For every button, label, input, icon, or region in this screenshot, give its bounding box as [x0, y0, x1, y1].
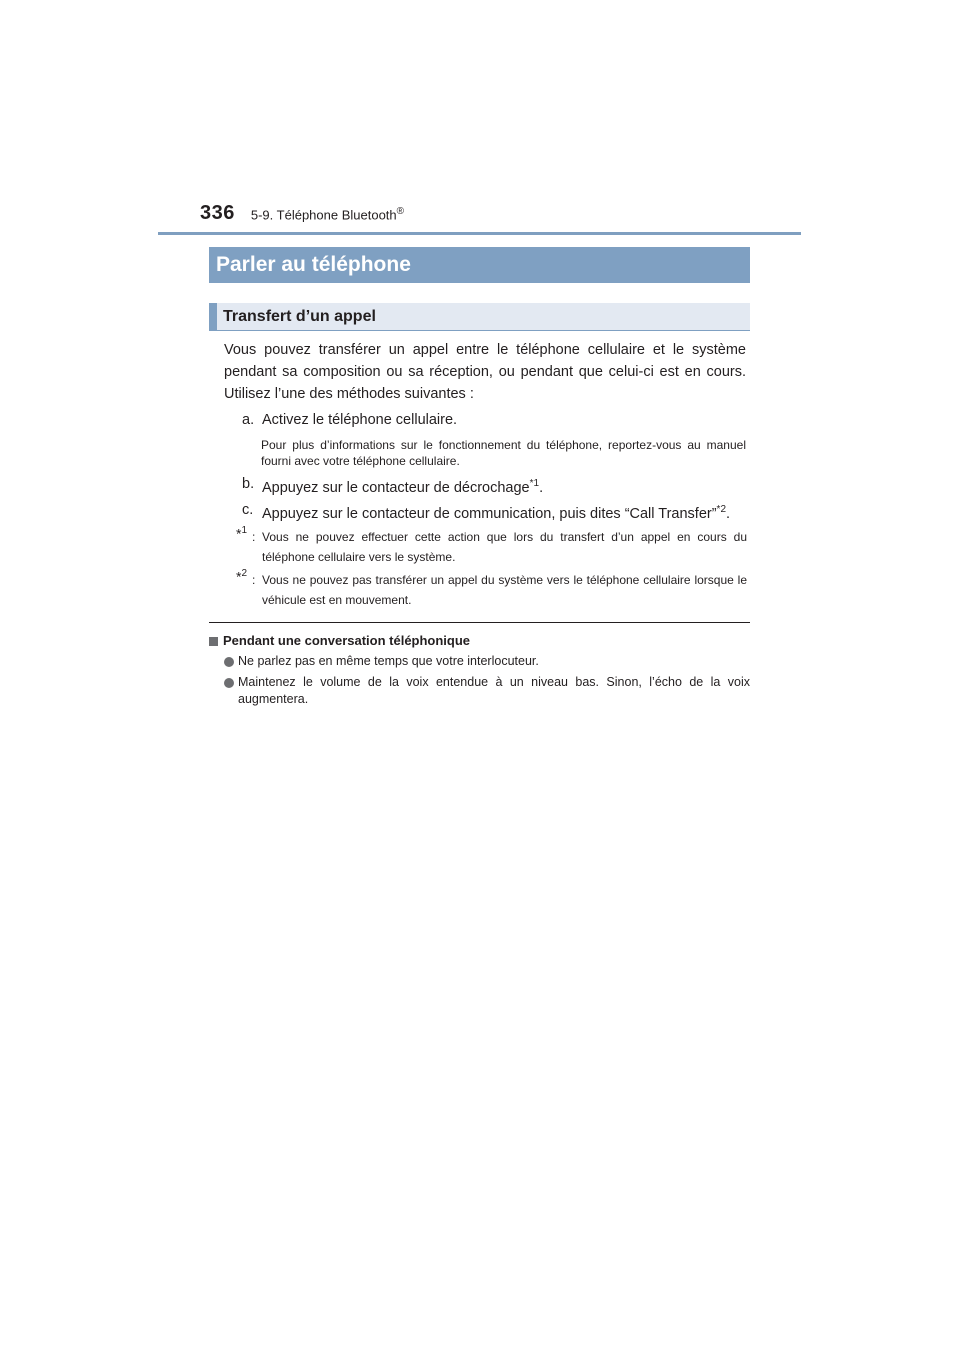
section-path-label: 5-9. Téléphone Bluetooth — [250, 207, 397, 222]
step-text: Appuyez sur le contacteur de communication, puis dites “Call Transfer” — [262, 505, 717, 522]
section-divider — [209, 622, 750, 623]
step-note: Pour plus d’informations sur le fonctionnement du téléphone, reportez-vous au manuel fourni avec votre téléphone cellulaire. — [261, 438, 746, 468]
step-text: Activez le téléphone cellulaire. — [262, 412, 458, 428]
step-end: . — [539, 479, 544, 496]
page-header — [200, 202, 404, 232]
section-path — [251, 206, 404, 222]
intro-paragraph: Vous pouvez transférer un appel entre le téléphone cellulaire et le système pendant sa composition ou sa réception, ou pendant que celui-ci est en cours. Utilisez l’une des méthodes suivantes : — [224, 342, 746, 402]
footnote-number: 2 — [241, 568, 248, 579]
footnote-star: * — [236, 525, 242, 542]
footnote-separator: : — [252, 573, 256, 587]
step-marker: c. — [242, 502, 254, 518]
circle-bullet-icon — [224, 678, 234, 688]
step-marker: a. — [242, 412, 255, 428]
subsection-header — [209, 303, 750, 331]
circle-bullet-icon — [224, 657, 234, 667]
page-title: Parler au téléphone — [209, 247, 750, 283]
footnote-number: 1 — [241, 525, 248, 536]
subsection-title: Transfert d’un appel — [223, 308, 376, 325]
square-bullet-icon — [209, 637, 218, 646]
subsection-accent — [209, 303, 217, 331]
step-text: Appuyez sur le contacteur de décrochage — [262, 479, 530, 496]
footnote-text: Vous ne pouvez effectuer cette action que lors du transfert d’un appel en cours du téléphone cellulaire vers le système. — [262, 530, 747, 564]
footnote-separator: : — [252, 530, 256, 544]
registered-mark: ® — [396, 205, 405, 217]
footnote-star: * — [236, 568, 242, 585]
step-text-row — [262, 474, 543, 498]
step-end: . — [726, 505, 731, 522]
footnote-ref: *2 — [716, 504, 726, 515]
info-heading-text: Pendant une conversation téléphonique — [223, 633, 471, 648]
info-heading — [209, 632, 470, 650]
step-marker: b. — [242, 476, 255, 492]
footnote-text: Vous ne pouvez pas transférer un appel du système vers le téléphone cellulaire lorsque le véhicule est en mouvement. — [262, 573, 747, 607]
step-text-row — [262, 500, 730, 524]
page-number: 336 — [200, 202, 235, 224]
header-rule — [158, 232, 801, 235]
info-bullet-text: Ne parlez pas en même temps que votre interlocuteur. — [238, 654, 539, 668]
info-bullet-text: Maintenez le volume de la voix entendue à un niveau bas. Sinon, l’écho de la voix augmentera. — [238, 675, 750, 706]
footnote-ref: *1 — [529, 478, 540, 489]
